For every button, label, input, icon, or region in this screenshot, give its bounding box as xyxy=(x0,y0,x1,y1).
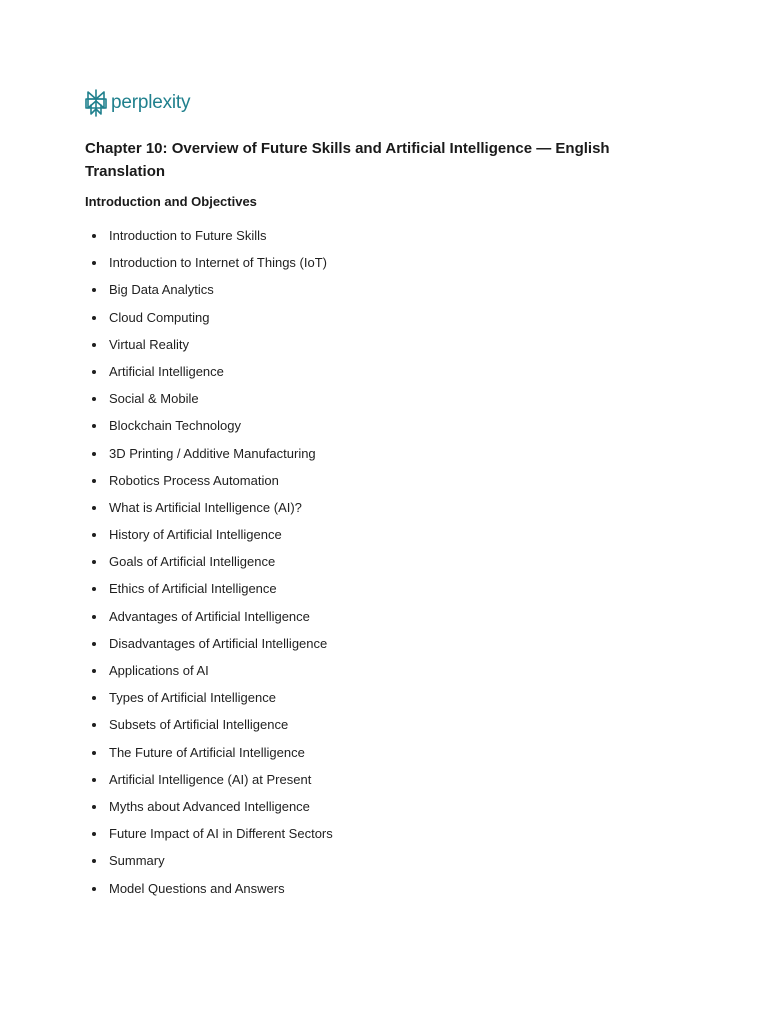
list-item xyxy=(85,417,333,444)
list-item xyxy=(85,363,333,390)
bullet-icon xyxy=(92,452,96,456)
bullet-icon xyxy=(92,642,96,646)
bullet-icon xyxy=(92,234,96,238)
bullet-icon xyxy=(92,560,96,564)
list-item-text: What is Artificial Intelligence (AI)? xyxy=(109,499,302,515)
list-item xyxy=(85,227,333,254)
bullet-icon xyxy=(92,533,96,537)
list-item-text: Introduction to Future Skills xyxy=(109,228,267,243)
list-item-text: Applications of AI xyxy=(109,663,209,678)
list-item xyxy=(85,608,333,635)
bullet-icon xyxy=(92,696,96,700)
list-item xyxy=(85,445,333,472)
bullet-icon xyxy=(92,506,96,510)
list-item-text: Artificial Intelligence xyxy=(109,363,224,379)
list-item-text: Virtual Reality xyxy=(109,336,189,352)
bullet-icon xyxy=(92,288,96,292)
list-item-text: Summary xyxy=(109,853,165,869)
list-item-text: Subsets of Artificial Intelligence xyxy=(109,717,289,733)
bullet-icon xyxy=(92,805,96,809)
list-item-text: Ethics of Artificial Intelligence xyxy=(109,581,277,597)
list-item-text: 3D Printing / Additive Manufacturing xyxy=(109,445,316,461)
list-item xyxy=(85,281,333,308)
list-item-text: Cloud Computing xyxy=(109,309,210,325)
bullet-icon xyxy=(92,261,96,265)
list-item xyxy=(85,553,333,580)
bullet-icon xyxy=(92,479,96,483)
list-item xyxy=(85,716,333,743)
list-item xyxy=(85,798,333,825)
list-item-text: Advantages of Artificial Intelligence xyxy=(109,608,310,624)
bullet-icon xyxy=(92,887,96,891)
list-item xyxy=(85,526,333,553)
perplexity-logo-icon xyxy=(85,89,107,117)
list-item-text: The Future of Artificial Intelligence xyxy=(109,744,305,760)
list-item-text: History of Artificial Intelligence xyxy=(109,527,282,543)
list-item xyxy=(85,254,333,281)
list-item xyxy=(85,771,333,798)
bullet-icon xyxy=(92,751,96,755)
list-item-text: Future Impact of AI in Different Sectors xyxy=(109,826,333,842)
bullet-icon xyxy=(92,370,96,374)
list-item xyxy=(85,744,333,771)
bullet-icon xyxy=(92,587,96,591)
list-item-text: Goals of Artificial Intelligence xyxy=(109,554,276,570)
bullet-icon xyxy=(92,316,96,320)
list-item-text: Blockchain Technology xyxy=(109,418,242,434)
document-title: Chapter 10: Overview of Future Skills and Artificial Intelligence — English Translation xyxy=(85,140,610,180)
bullet-icon xyxy=(92,778,96,782)
brand-logo xyxy=(85,89,190,117)
list-item-text: Myths about Advanced Intelligence xyxy=(109,798,310,814)
list-item-text: Big Data Analytics xyxy=(109,282,214,298)
list-item xyxy=(85,309,333,336)
list-item xyxy=(85,852,333,879)
list-item-text: Types of Artificial Intelligence xyxy=(109,690,276,706)
list-item xyxy=(85,390,333,417)
list-item xyxy=(85,336,333,363)
bullet-icon xyxy=(92,343,96,347)
bullet-icon xyxy=(92,723,96,727)
list-item xyxy=(85,880,333,907)
bullet-icon xyxy=(92,859,96,863)
list-item xyxy=(85,499,333,526)
bullet-icon xyxy=(92,832,96,836)
bullet-icon xyxy=(92,424,96,428)
list-item xyxy=(85,825,333,852)
list-item xyxy=(85,472,333,499)
list-item xyxy=(85,662,333,689)
list-item-text: Model Questions and Answers xyxy=(109,880,285,896)
list-item-text: Introduction to Internet of Things (IoT) xyxy=(109,255,327,271)
bullet-icon xyxy=(92,669,96,673)
list-item xyxy=(85,580,333,607)
list-item xyxy=(85,635,333,662)
section-heading: Introduction and Objectives xyxy=(85,194,257,209)
list-item-text: Artificial Intelligence (AI) at Present xyxy=(109,771,312,787)
bullet-icon xyxy=(92,397,96,401)
list-item xyxy=(85,689,333,716)
list-item-text: Disadvantages of Artificial Intelligence xyxy=(109,635,328,651)
objectives-list xyxy=(85,227,333,907)
bullet-icon xyxy=(92,615,96,619)
brand-wordmark: perplexity xyxy=(111,92,191,113)
list-item-text: Social & Mobile xyxy=(109,391,199,407)
list-item-text: Robotics Process Automation xyxy=(109,472,279,488)
